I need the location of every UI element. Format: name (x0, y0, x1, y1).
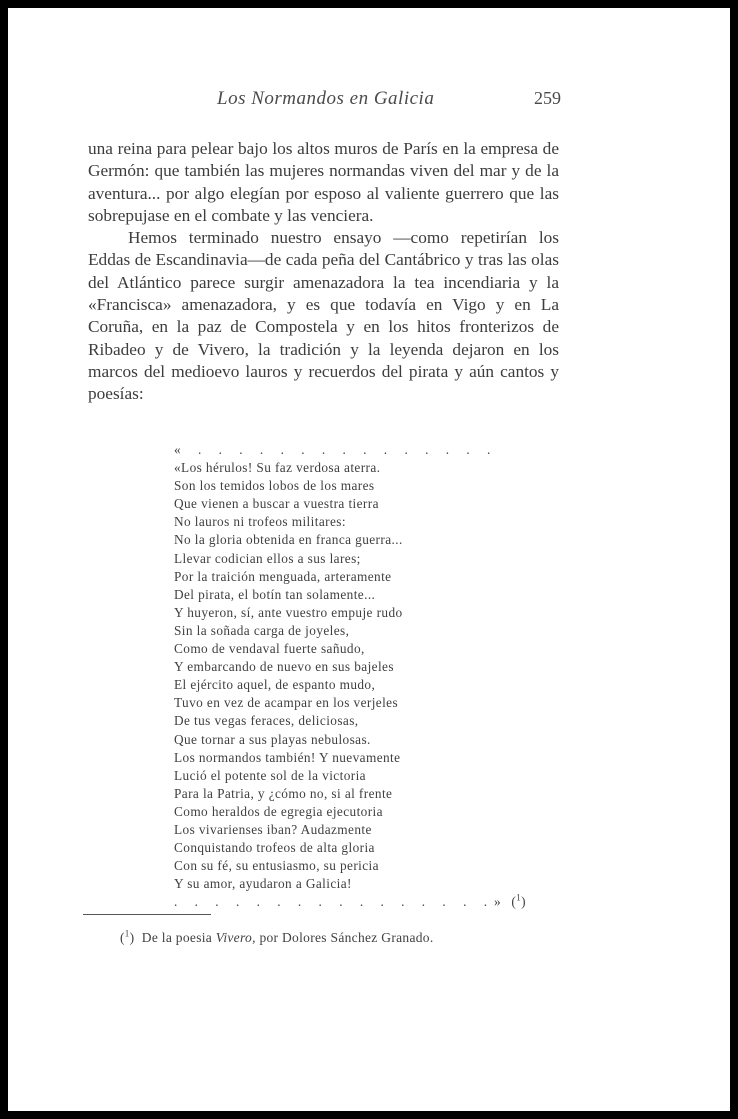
running-head (8, 88, 730, 114)
poem-closing-marks: . . . . . . . . . . . . . . . .» (174, 894, 508, 910)
footnote-text-before: De la poesia (141, 930, 213, 945)
poem-line: Y embarcando de nuevo en sus bajeles (174, 659, 394, 675)
poem-line: No la gloria obtenida en franca guerra... (174, 532, 403, 548)
footnote-rule (83, 914, 211, 915)
poem-line: Del pirata, el botín tan solamente... (174, 586, 376, 602)
paragraph: una reina para pelear bajo los altos muros de París en la empresa de Germón: que también las mujeres normandas viven del mar y de la aventura... por algo elegían por esposo al valiente guerrero que las sobrepujase en el combate y las venciera. (88, 139, 559, 225)
poem-line: Tuvo en vez de acampar en los verjeles (174, 695, 399, 711)
poem-line: Que tornar a sus playas nebulosas. (174, 731, 371, 747)
poem-line: Son los temidos lobos de los mares (174, 478, 375, 494)
poem-line: Lució el potente sol de la victoria (174, 767, 366, 783)
poem-line: Que vienen a buscar a vuestra tierra (174, 496, 379, 512)
poem-line: Para la Patria, y ¿cómo no, si al frente (174, 785, 393, 801)
running-title: Los Normandos en Galicia (217, 88, 435, 109)
footnote-source: Vivero, (215, 930, 256, 945)
page-number: 259 (534, 88, 561, 108)
poem (174, 441, 526, 911)
poem-line: Los vivarienses iban? Audazmente (174, 821, 372, 837)
poem-line: Conquistando trofeos de alta gloria (174, 840, 375, 856)
poem-line: Con su fé, su entusiasmo, su pericia (174, 858, 379, 874)
footnote-marker: 1 (124, 928, 130, 939)
poem-line: Sin la soñada carga de joyeles, (174, 622, 350, 638)
poem-ellipsis-close: . . . . . . . . . . . . . . . .» ($^1$) (174, 892, 526, 910)
body-text (88, 138, 559, 406)
poem-line: Y huyeron, sí, ante vuestro empuje rudo (174, 604, 403, 620)
book-page (8, 8, 730, 1111)
poem-line: Como heraldos de egregia ejecutoria (174, 803, 383, 819)
poem-line: Y su amor, ayudaron a Galicia! (174, 876, 352, 892)
footnote-text-after: por Dolores Sánchez Granado. (259, 930, 434, 945)
poem-line: Llevar codician ellos a sus lares; (174, 550, 361, 566)
poem-line: Como de vendaval fuerte sañudo, (174, 641, 365, 657)
poem-note-ref: 1 (516, 892, 522, 903)
poem-line: «Los hérulos! Su faz verdosa aterra. (174, 460, 381, 476)
paragraph: Hemos terminado nuestro ensayo —como repetirían los Eddas de Escandinavia—de cada peña del Cantábrico y tras las olas del Atlántico parece surgir amenazadora la tea incendiaria y la «Francisca» amenazadora, y es que todavía en Vigo y en La Coruña, en la paz de Compostela y en los hitos fronterizos de Ribadeo y de Vivero, la tradición y la leyenda dejaron en los marcos del medioevo lauros y recuerdos del pirata y aún cantos y poesías: (88, 228, 559, 404)
footnote: ($^1$) De la poesia Vivero, por Dolores Sánchez Granado. (120, 928, 434, 945)
poem-line: El ejército aquel, de espanto mudo, (174, 677, 376, 693)
poem-line: Los normandos también! Y nuevamente (174, 749, 401, 765)
poem-line: Por la traición menguada, arteramente (174, 568, 392, 584)
poem-line: No lauros ni trofeos militares: (174, 514, 346, 530)
poem-line: De tus vegas feraces, deliciosas, (174, 713, 359, 729)
poem-ellipsis-open: « . . . . . . . . . . . . . . . (174, 442, 498, 457)
